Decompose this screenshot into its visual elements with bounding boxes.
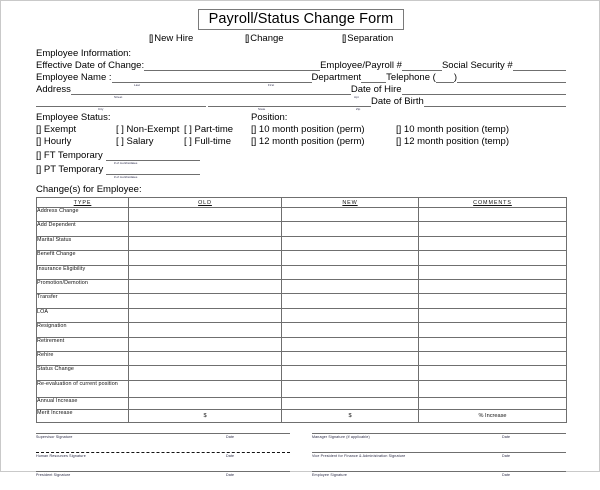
- status-row-1: [36, 124, 251, 135]
- table-row: [37, 265, 567, 279]
- table-row: [37, 251, 567, 265]
- checkbox-new-hire-icon[interactable]: []: [149, 33, 153, 44]
- table-row: [37, 236, 567, 250]
- change-type-cell: Insurance Eligibility: [37, 265, 129, 279]
- pt-temporary-sublabel: # of months/dates: [114, 175, 138, 179]
- change-comments-cell[interactable]: [419, 251, 567, 265]
- change-type-new-hire-label: New Hire: [154, 33, 194, 44]
- change-type-cell: Benefit Change: [37, 251, 129, 265]
- change-comments-cell[interactable]: [419, 208, 567, 222]
- date-of-birth-input[interactable]: [424, 96, 566, 107]
- form-title: Payroll/Status Change Form: [198, 9, 405, 30]
- department-label: Department: [311, 72, 362, 83]
- change-new-cell[interactable]: [282, 323, 419, 337]
- table-row: [37, 351, 567, 365]
- position-option-12-month-perm[interactable]: [] 12 month position (perm): [251, 136, 365, 147]
- change-type-cell: Promotion/Demotion: [37, 279, 129, 293]
- change-new-cell[interactable]: [282, 366, 419, 380]
- president-date-label: Date: [226, 472, 235, 477]
- signature-block-human-resources: [36, 452, 290, 458]
- status-option-full-time[interactable]: [ ] Full-time: [184, 136, 231, 147]
- sublabel-last: Last: [134, 83, 140, 87]
- change-new-cell[interactable]: [282, 351, 419, 365]
- sublabel-state: State: [258, 107, 266, 111]
- change-old-cell[interactable]: [129, 323, 282, 337]
- date-of-hire-label: Date of Hire: [350, 84, 402, 95]
- change-type-cell: Resignation: [37, 323, 129, 337]
- sublabel-apt: Apt: [354, 95, 359, 99]
- change-new-cell[interactable]: [282, 308, 419, 322]
- change-type-cell: Rehire: [37, 351, 129, 365]
- change-old-cell[interactable]: [129, 366, 282, 380]
- employee-status-heading: Employee Status:: [36, 112, 111, 123]
- change-type-options: [36, 33, 566, 44]
- change-new-cell[interactable]: [282, 294, 419, 308]
- table-row: [37, 279, 567, 293]
- checkbox-change-icon[interactable]: []: [245, 33, 249, 44]
- change-type-cell: Marital Status: [37, 236, 129, 250]
- changes-table-header-row: [37, 198, 567, 208]
- employee-name-input[interactable]: [112, 72, 312, 83]
- table-row: [37, 323, 567, 337]
- status-row-2: [36, 136, 251, 147]
- change-comments-cell[interactable]: [419, 294, 567, 308]
- change-new-cell[interactable]: [282, 222, 419, 236]
- change-type-cell: Add Dependent: [37, 222, 129, 236]
- change-type-cell: Transfer: [37, 294, 129, 308]
- change-type-cell: Annual Increase: [37, 397, 129, 410]
- change-old-cell[interactable]: $: [129, 410, 282, 423]
- change-comments-cell[interactable]: [419, 380, 567, 397]
- change-type-cell: LOA: [37, 308, 129, 322]
- position-option-10-month-perm[interactable]: [] 10 month position (perm): [251, 124, 365, 135]
- change-comments-cell[interactable]: [419, 236, 567, 250]
- signature-column-right: [312, 433, 566, 490]
- effective-date-label: Effective Date of Change:: [36, 60, 145, 71]
- signature-column-left: [36, 433, 290, 490]
- address-street-input[interactable]: [71, 84, 351, 95]
- change-old-cell[interactable]: [129, 308, 282, 322]
- ft-temporary-row: [36, 150, 251, 165]
- sublabel-street: Street: [114, 95, 123, 99]
- telephone-close-paren: ): [453, 72, 457, 83]
- signature-section: [36, 433, 566, 490]
- change-new-cell[interactable]: [282, 380, 419, 397]
- signature-block-manager: [312, 433, 566, 439]
- human-resources-signature-label: Human Resources Signature: [36, 453, 86, 458]
- change-new-cell[interactable]: [282, 337, 419, 351]
- vice-president-signature-label: Vice President for Finance & Administration Signature: [312, 453, 406, 458]
- manager-signature-label: Manager Signature (if applicable): [312, 434, 370, 439]
- position-option-12-month-temp[interactable]: [] 12 month position (temp): [396, 136, 509, 147]
- position-option-10-month-temp[interactable]: [] 10 month position (temp): [396, 124, 509, 135]
- ft-temporary-input[interactable]: [106, 150, 200, 161]
- position-row-1: [251, 124, 566, 135]
- change-new-cell[interactable]: [282, 251, 419, 265]
- change-type-separation-label: Separation: [347, 33, 394, 44]
- pt-temporary-input[interactable]: [106, 164, 200, 175]
- effective-date-row: [36, 60, 566, 71]
- column-header-new: NEW: [282, 198, 419, 208]
- manager-date-label: Date: [502, 434, 511, 439]
- employee-information-heading: Employee Information:: [36, 48, 132, 59]
- table-row: [37, 397, 567, 410]
- change-old-cell[interactable]: [129, 279, 282, 293]
- address-row: [36, 84, 566, 99]
- status-option-salary[interactable]: [ ] Salary: [116, 136, 154, 147]
- table-row: [37, 308, 567, 322]
- checkbox-separation-icon[interactable]: []: [342, 33, 346, 44]
- change-comments-cell[interactable]: [419, 323, 567, 337]
- social-security-label: Social Security #: [441, 60, 513, 71]
- address-city-input[interactable]: [36, 96, 206, 107]
- table-row: [37, 366, 567, 380]
- table-row: [37, 208, 567, 222]
- change-new-cell[interactable]: $: [282, 410, 419, 423]
- address-state-input[interactable]: [208, 96, 371, 107]
- telephone-area-code-input[interactable]: [436, 72, 454, 83]
- change-comments-cell[interactable]: [419, 397, 567, 410]
- city-state-row: [36, 96, 566, 111]
- change-old-cell[interactable]: [129, 397, 282, 410]
- change-old-cell[interactable]: [129, 337, 282, 351]
- table-row: [37, 294, 567, 308]
- telephone-label: Telephone (: [386, 72, 436, 83]
- changes-heading: Change(s) for Employee:: [36, 184, 142, 195]
- status-position-section: [36, 112, 566, 179]
- employee-payroll-input[interactable]: [402, 60, 442, 71]
- change-type-cell: Merit Increase: [37, 410, 129, 423]
- sublabel-first: First: [268, 83, 275, 87]
- address-label: Address: [36, 84, 71, 95]
- employee-status-column: [36, 112, 251, 179]
- change-comments-cell[interactable]: [419, 222, 567, 236]
- status-option-part-time[interactable]: [ ] Part-time: [184, 124, 234, 135]
- status-option-pt-temporary[interactable]: [] PT Temporary: [36, 164, 104, 175]
- change-old-cell[interactable]: [129, 265, 282, 279]
- supervisor-date-label: Date: [226, 434, 235, 439]
- column-header-type: TYPE: [37, 198, 129, 208]
- telephone-input[interactable]: [457, 72, 566, 83]
- position-column: [251, 112, 566, 175]
- change-new-cell[interactable]: [282, 265, 419, 279]
- employee-name-row: [36, 72, 566, 87]
- change-comments-cell[interactable]: % Increase: [419, 410, 567, 423]
- change-type-change-label: Change: [250, 33, 284, 44]
- table-row: [37, 222, 567, 236]
- change-old-cell[interactable]: [129, 294, 282, 308]
- change-old-cell[interactable]: [129, 351, 282, 365]
- change-type-new-hire[interactable]: [149, 33, 245, 44]
- employee-signature-label: Employee Signature: [312, 472, 348, 477]
- change-type-cell: Re-evaluation of current position: [37, 380, 129, 397]
- change-old-cell[interactable]: [129, 236, 282, 250]
- department-input[interactable]: [361, 72, 386, 83]
- change-old-cell[interactable]: [129, 380, 282, 397]
- pt-temporary-row: [36, 164, 251, 179]
- form-sheet: [36, 7, 566, 490]
- change-old-cell[interactable]: [129, 208, 282, 222]
- table-row: [37, 380, 567, 397]
- status-option-hourly[interactable]: [] Hourly: [36, 136, 72, 147]
- status-option-exempt[interactable]: [] Exempt: [36, 124, 77, 135]
- change-comments-cell[interactable]: [419, 265, 567, 279]
- human-resources-date-label: Date: [226, 453, 235, 458]
- position-heading: Position:: [251, 112, 288, 123]
- change-comments-cell[interactable]: [419, 366, 567, 380]
- change-comments-cell[interactable]: [419, 351, 567, 365]
- change-type-separation[interactable]: [342, 33, 393, 44]
- social-security-input[interactable]: [513, 60, 566, 71]
- change-type-cell: Address Change: [37, 208, 129, 222]
- employee-name-label: Employee Name :: [36, 72, 112, 83]
- title-row: [36, 9, 566, 30]
- change-old-cell[interactable]: [129, 251, 282, 265]
- change-old-cell[interactable]: [129, 222, 282, 236]
- employee-date-label: Date: [502, 472, 511, 477]
- change-comments-cell[interactable]: [419, 308, 567, 322]
- table-row: [37, 410, 567, 423]
- status-option-non-exempt[interactable]: [ ] Non-Exempt: [116, 124, 180, 135]
- change-comments-cell[interactable]: [419, 337, 567, 351]
- change-new-cell[interactable]: [282, 236, 419, 250]
- column-header-comments: COMMENTS: [419, 198, 567, 208]
- change-type-cell: Status Change: [37, 366, 129, 380]
- signature-block-supervisor: [36, 433, 290, 439]
- sublabel-city: City: [98, 107, 104, 111]
- ft-temporary-sublabel: # of months/dates: [114, 161, 138, 165]
- employee-payroll-label: Employee/Payroll #: [320, 60, 402, 71]
- signature-block-vice-president: [312, 452, 566, 458]
- change-new-cell[interactable]: [282, 208, 419, 222]
- change-type-cell: Retirement: [37, 337, 129, 351]
- president-signature-label: President Signature: [36, 472, 71, 477]
- table-row: [37, 337, 567, 351]
- date-of-birth-label: Date of Birth: [371, 96, 424, 107]
- supervisor-signature-label: Supervisor Signature: [36, 434, 73, 439]
- sublabel-zip: Zip: [356, 107, 361, 111]
- change-new-cell[interactable]: [282, 397, 419, 410]
- position-row-2: [251, 136, 566, 147]
- changes-table: [36, 197, 567, 423]
- change-comments-cell[interactable]: [419, 279, 567, 293]
- change-type-change[interactable]: [245, 33, 342, 44]
- change-new-cell[interactable]: [282, 279, 419, 293]
- vice-president-date-label: Date: [502, 453, 511, 458]
- column-header-old: OLD: [129, 198, 282, 208]
- status-option-ft-temporary[interactable]: [] FT Temporary: [36, 150, 103, 161]
- effective-date-input[interactable]: [144, 60, 320, 71]
- date-of-hire-input[interactable]: [402, 84, 566, 95]
